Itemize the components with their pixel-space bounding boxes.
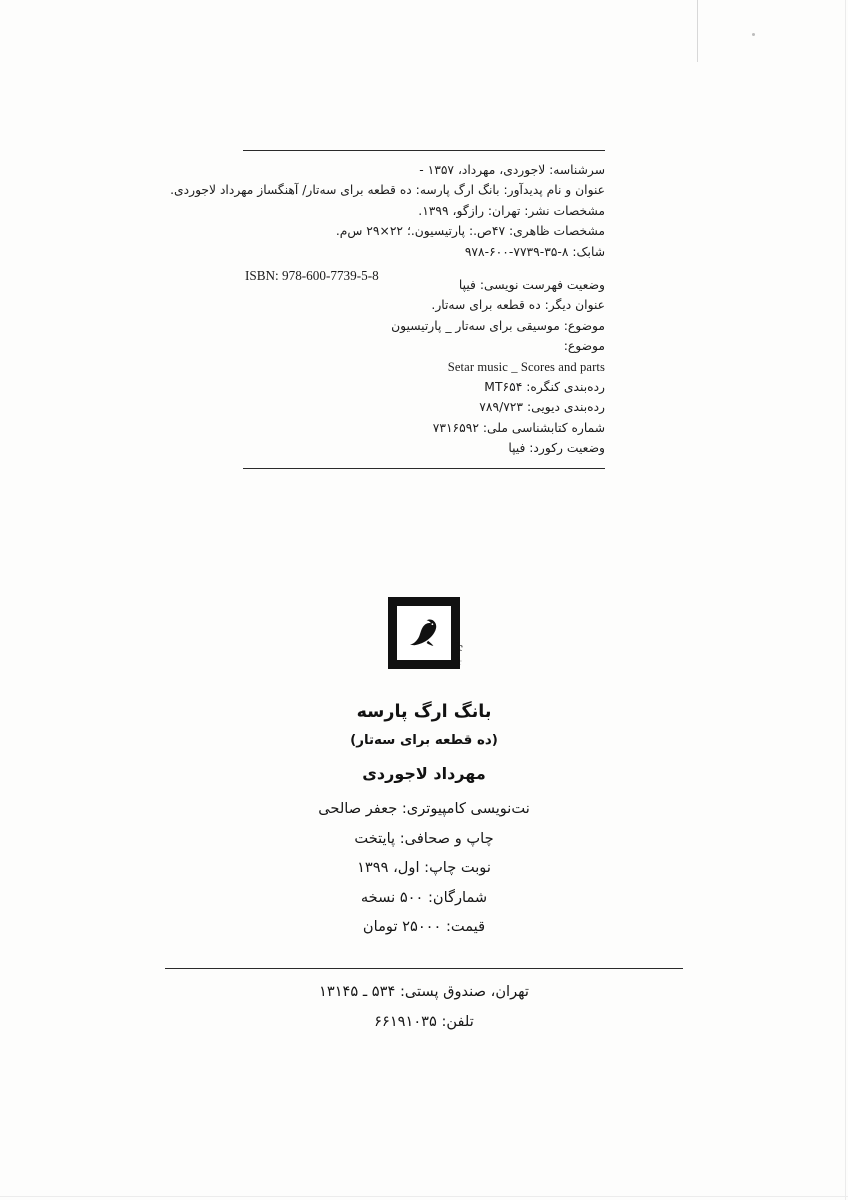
cip-top-rule (243, 150, 605, 151)
cip-line-subject-label: موضوع: (563, 339, 605, 354)
book-subtitle: (ده قطعه برای سه‌تار) (350, 733, 498, 748)
bird-icon (404, 614, 444, 654)
cip-block (170, 150, 605, 469)
page-bottom-edge (0, 1196, 848, 1197)
address-postal: تهران، صندوق پستی: ۵۳۴ ـ ۱۳۱۴۵ (319, 983, 529, 1000)
cip-line-isbn: شابک: ۸-۳۵-۷۷۳۹-۶۰۰-۹۷۸ (464, 244, 605, 259)
credit-engraver: نت‌نویسی کامپیوتری: جعفر صالحی (318, 800, 530, 817)
credit-price: قیمت: ۲۵۰۰۰ تومان (362, 918, 486, 935)
logo-caption: نشر رازگو (456, 641, 462, 665)
book-title: بانگ ارگ پارسه (356, 702, 492, 722)
book-author: مهرداد لاجوردی (362, 764, 486, 783)
scan-speck-artifact (752, 33, 755, 36)
credit-printer: چاپ و صحافی: پایتخت (354, 829, 494, 847)
publisher-logo-wrap (0, 597, 848, 669)
cip-line-dewey-class: رده‌بندی دیویی: ۷۸۹/۷۲۳ (479, 400, 605, 415)
address-top-rule (165, 968, 683, 969)
credit-edition: نوبت چاپ: اول، ۱۳۹۹ (357, 859, 491, 876)
cip-line-other-title: عنوان دیگر: ده قطعه برای سه‌تار. (431, 298, 605, 313)
cip-line-authority: سرشناسه: لاجوردی، مهرداد، ۱۳۵۷ - (419, 163, 605, 177)
cip-bottom-rule (243, 468, 605, 469)
credit-print-run: شمارگان: ۵۰۰ نسخه (360, 888, 488, 906)
cip-line-subject-latin: Setar music _ Scores and parts (447, 359, 605, 374)
cip-line-physical-description: مشخصات ظاهری: ۴۷ص.: پارتیسیون.؛ ۲۲×۲۹ س‌م. (335, 224, 605, 239)
cip-line-lc-class: رده‌بندی کنگره: MT۶۵۴ (484, 380, 605, 395)
isbn-latin: ISBN: 978-600-7739-5-8 (245, 268, 379, 283)
cip-line-publication: مشخصات نشر: تهران: رازگو، ۱۳۹۹. (418, 203, 605, 218)
cip-line-subject-fa: موضوع: موسیقی برای سه‌تار _ پارتیسیون (391, 318, 605, 333)
colophon-block (0, 698, 848, 942)
cip-line-cataloging-status: وضعیت فهرست نویسی: فیپا (458, 278, 605, 293)
cip-line-title-statement: عنوان و نام پدیدآور: بانگ ارگ پارسه: ده قطعه برای سه‌تار/ آهنگساز مهرداد لاجوردی. (170, 183, 605, 198)
publisher-address-block (0, 968, 848, 1036)
address-phone: تلفن: ۶۶۱۹۱۰۳۵ (374, 1012, 474, 1030)
publisher-logo (388, 597, 460, 669)
cip-line-national-bibliography-number: شماره کتابشناسی ملی: ۷۳۱۶۵۹۲ (432, 420, 605, 435)
cip-line-record-status: وضعیت رکورد: فیپا (508, 441, 605, 456)
scan-edge-artifact (697, 0, 698, 62)
